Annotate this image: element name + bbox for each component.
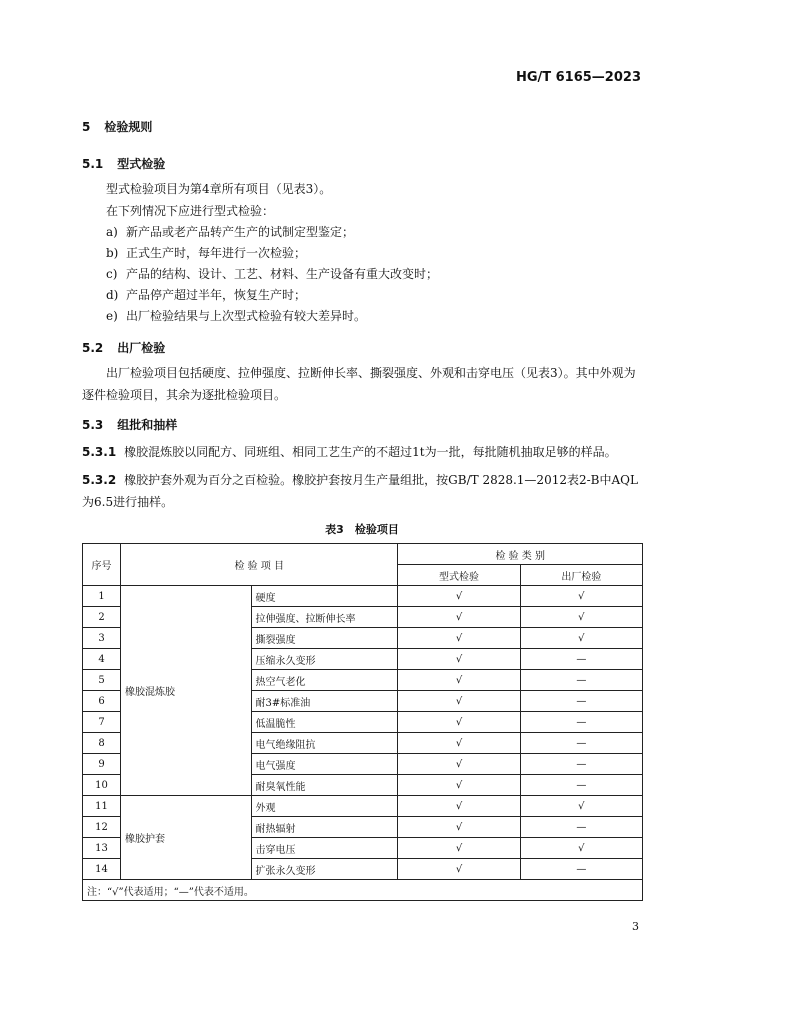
table-caption: 表3 检验项目 (325, 523, 399, 536)
section-5-heading (82, 118, 642, 135)
table-row (83, 796, 643, 817)
cell-factory-test: — (520, 691, 642, 712)
cell-item: 拉伸强度、拉断伸长率 (251, 607, 398, 628)
cell-item: 硬度 (251, 586, 398, 607)
cell-item: 耐3#标准油 (251, 691, 398, 712)
page-number: 3 (632, 920, 639, 933)
clause-text: 橡胶混炼胶以同配方、同班组、相同工艺生产的不超过1t为一批，每批随机抽取足够的样品。 (124, 445, 617, 459)
cell-item: 耐臭氧性能 (251, 775, 398, 796)
section-number: 5.3 (82, 418, 104, 432)
header-item: 检 验 项 目 (121, 544, 398, 586)
cell-type-test: √ (398, 838, 520, 859)
paragraph: 出厂检验项目包括硬度、拉伸强度、拉断伸长率、撕裂强度、外观和击穿电压（见表3）。其中外观为逐件检验项目，其余为逐批检验项目。 (82, 366, 636, 402)
document-body (82, 118, 642, 901)
cell-seq: 4 (83, 649, 121, 670)
cell-factory-test: — (520, 670, 642, 691)
cell-factory-test: √ (520, 838, 642, 859)
paragraph: 在下列情况下应进行型式检验： (106, 204, 275, 218)
list-item (82, 285, 642, 306)
list-label: e) (106, 309, 118, 323)
cell-type-test: √ (398, 628, 520, 649)
list-label: d) (106, 288, 119, 302)
cell-type-test: √ (398, 670, 520, 691)
section-title: 出厂检验 (117, 341, 166, 355)
clause-number: 5.3.1 (82, 445, 117, 459)
cell-type-test: √ (398, 649, 520, 670)
section-number: 5.1 (82, 157, 104, 171)
cell-type-test: √ (398, 859, 520, 880)
cell-seq: 1 (83, 586, 121, 607)
list-label: c) (106, 267, 118, 281)
section-title: 检验规则 (104, 120, 153, 134)
table-note: 注：“√”代表适用；“—”代表不适用。 (83, 880, 643, 901)
cell-item: 电气绝缘阻抗 (251, 733, 398, 754)
cell-item: 耐热辐射 (251, 817, 398, 838)
cell-item: 扩张永久变形 (251, 859, 398, 880)
cell-item: 热空气老化 (251, 670, 398, 691)
condition-list (82, 222, 642, 327)
cell-factory-test: √ (520, 796, 642, 817)
inspection-items-table (82, 543, 643, 901)
cell-type-test: √ (398, 586, 520, 607)
list-text: 正式生产时，每年进行一次检验； (126, 246, 307, 260)
cell-type-test: √ (398, 607, 520, 628)
cell-item: 压缩永久变形 (251, 649, 398, 670)
cell-item: 外观 (251, 796, 398, 817)
cell-type-test: √ (398, 796, 520, 817)
table-row (83, 586, 643, 607)
cell-seq: 7 (83, 712, 121, 733)
document-code: HG/T 6165—2023 (515, 70, 641, 85)
cell-type-test: √ (398, 817, 520, 838)
section-title: 组批和抽样 (117, 418, 178, 432)
list-text: 产品的结构、设计、工艺、材料、生产设备有重大改变时； (126, 267, 439, 281)
header-seq: 序号 (83, 544, 121, 586)
list-text: 出厂检验结果与上次型式检验有较大差异时。 (126, 309, 367, 323)
cell-factory-test: — (520, 859, 642, 880)
section-5-2-heading (82, 339, 642, 356)
list-label: b) (106, 246, 119, 260)
cell-factory-test: — (520, 775, 642, 796)
cell-type-test: √ (398, 733, 520, 754)
cell-seq: 9 (83, 754, 121, 775)
cell-seq: 5 (83, 670, 121, 691)
clause-number: 5.3.2 (82, 473, 117, 487)
cell-item: 电气强度 (251, 754, 398, 775)
cell-factory-test: √ (520, 586, 642, 607)
cell-seq: 2 (83, 607, 121, 628)
cell-factory-test: — (520, 733, 642, 754)
cell-seq: 11 (83, 796, 121, 817)
cell-seq: 12 (83, 817, 121, 838)
list-label: a) (106, 225, 118, 239)
cell-seq: 14 (83, 859, 121, 880)
cell-seq: 10 (83, 775, 121, 796)
cell-type-test: √ (398, 691, 520, 712)
list-text: 新产品或老产品转产生产的试制定型鉴定； (126, 225, 355, 239)
cell-type-test: √ (398, 775, 520, 796)
cell-type-test: √ (398, 754, 520, 775)
cell-item: 撕裂强度 (251, 628, 398, 649)
paragraph: 型式检验项目为第4章所有项目（见表3）。 (106, 182, 332, 196)
section-number: 5 (82, 120, 91, 134)
cell-factory-test: √ (520, 607, 642, 628)
list-item (82, 222, 642, 243)
section-5-1-heading (82, 155, 642, 172)
cell-item: 低温脆性 (251, 712, 398, 733)
section-5-3-heading (82, 416, 642, 433)
cell-factory-test: — (520, 712, 642, 733)
header-factory-test: 出厂检验 (520, 565, 642, 586)
header-type-test: 型式检验 (398, 565, 520, 586)
list-text: 产品停产超过半年，恢复生产时； (126, 288, 307, 302)
section-title: 型式检验 (117, 157, 166, 171)
group-rubber-sheath: 橡胶护套 (121, 796, 251, 880)
cell-factory-test: — (520, 817, 642, 838)
cell-seq: 3 (83, 628, 121, 649)
clause-5-3-2 (82, 469, 642, 513)
cell-seq: 13 (83, 838, 121, 859)
cell-factory-test: — (520, 754, 642, 775)
cell-seq: 6 (83, 691, 121, 712)
table-header-row (83, 544, 643, 565)
clause-text: 橡胶护套外观为百分之百检验。橡胶护套按月生产量组批，按GB/T 2828.1—2012表2-B中AQL为6.5进行抽样。 (82, 473, 638, 509)
cell-seq: 8 (83, 733, 121, 754)
list-item (82, 306, 642, 327)
list-item (82, 264, 642, 285)
cell-factory-test: √ (520, 628, 642, 649)
list-item (82, 243, 642, 264)
section-number: 5.2 (82, 341, 104, 355)
cell-item: 击穿电压 (251, 838, 398, 859)
cell-factory-test: — (520, 649, 642, 670)
table-note-row (83, 880, 643, 901)
cell-type-test: √ (398, 712, 520, 733)
group-rubber-compound: 橡胶混炼胶 (121, 586, 251, 796)
header-category: 检 验 类 别 (398, 544, 643, 565)
clause-5-3-1 (82, 441, 642, 463)
